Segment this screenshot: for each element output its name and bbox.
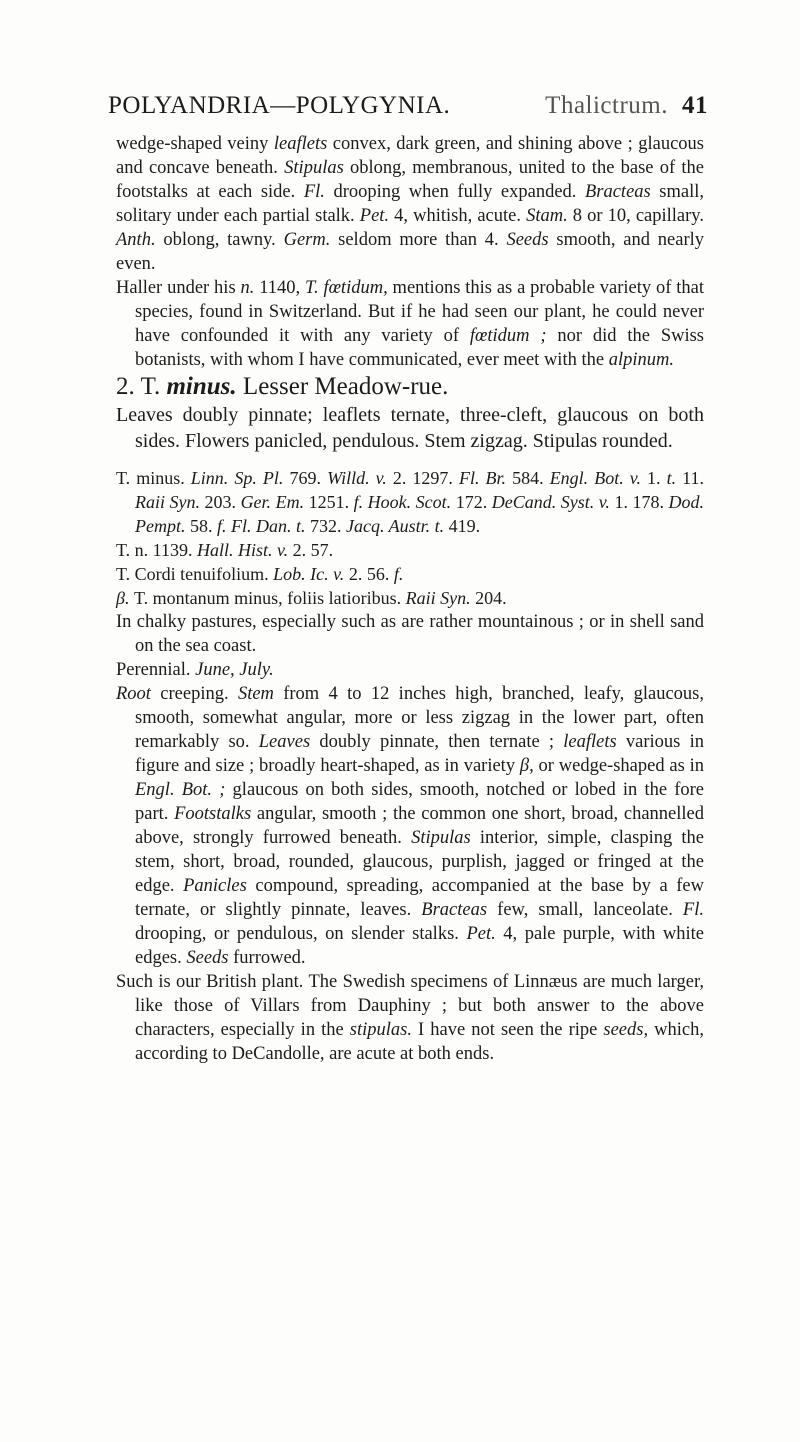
italic-term: Bracteas bbox=[421, 900, 488, 920]
text: angular, smooth ; the common one short, broad, channelled above, strongly furrowed beneath. bbox=[135, 804, 704, 848]
text: which, according to DeCandolle, are acute at both ends. bbox=[135, 1020, 704, 1064]
synonym-line bbox=[116, 562, 704, 586]
species-common-name: Lesser Meadow-rue. bbox=[242, 373, 449, 400]
synonym-line bbox=[116, 466, 704, 538]
paragraph-haller-note bbox=[116, 276, 704, 372]
text: glaucous on both sides, smooth, notched or lobed in the fore part. bbox=[135, 780, 704, 824]
italic-term: Stipulas bbox=[411, 828, 471, 848]
habitat: In chalky pastures, especially such as are rather mountainous ; or in shell sand on the sea coast. bbox=[116, 612, 704, 656]
citation: Raii Syn. bbox=[135, 492, 201, 512]
species-number: 2. bbox=[116, 373, 135, 400]
text: doubly pinnate, then ternate ; bbox=[310, 732, 564, 752]
text: various in figure and size ; broadly heart-shaped, as in variety bbox=[135, 732, 704, 776]
italic-term: Pet. bbox=[359, 206, 390, 226]
italic-term: Leaves bbox=[258, 732, 311, 752]
text: 769. bbox=[283, 468, 328, 488]
citation: Hall. Hist. v. bbox=[197, 540, 289, 560]
italic-term: stipulas. bbox=[349, 1020, 412, 1040]
text: Haller under his bbox=[116, 278, 241, 298]
italic-term: T. fœtidum, bbox=[305, 278, 388, 298]
text: 4, pale purple, with white edges. bbox=[135, 924, 704, 968]
italic-term: Pet. bbox=[466, 924, 496, 944]
italic-term: seeds, bbox=[603, 1020, 649, 1040]
citation: f. bbox=[353, 492, 364, 512]
text: nor did the Swiss botanists, with whom I have communicated, ever meet with the bbox=[135, 326, 705, 370]
citation: Linn. Sp. Pl. bbox=[190, 468, 284, 488]
italic-term: fœtidum ; bbox=[469, 326, 547, 346]
text: T. Cordi tenuifolium. bbox=[116, 564, 274, 584]
duration-flowering bbox=[116, 658, 704, 682]
italic-term: β, bbox=[519, 756, 534, 776]
italic-term: Seeds bbox=[186, 948, 229, 968]
italic-term: Fl. bbox=[682, 900, 704, 920]
species-epithet: minus. bbox=[166, 373, 237, 400]
text: 11. bbox=[676, 468, 705, 488]
text: 4, whitish, acute. bbox=[389, 206, 527, 226]
italic-term: Bracteas bbox=[584, 182, 651, 202]
text: mentions this as a probable variety of that species, found in Switzerland. But if he had seen our plant, he could never have confounded it with any variety of bbox=[135, 278, 704, 346]
text: smooth, and nearly even. bbox=[116, 230, 704, 274]
text: 172. bbox=[451, 492, 492, 512]
header-genus: Thalictrum. bbox=[545, 92, 668, 119]
text: I have not seen the ripe bbox=[412, 1020, 604, 1040]
text: 419. bbox=[444, 516, 481, 536]
page-number: 41 bbox=[682, 92, 708, 119]
species-diagnosis: Leaves doubly pinnate; leaflets ternate, three-cleft, glaucous on both sides. Flowers panicled, pendulous. Stem zigzag. Stipulas rounded. bbox=[116, 404, 704, 452]
text: seldom more than 4. bbox=[330, 230, 507, 250]
italic-term: Fl. bbox=[303, 182, 325, 202]
text: 203. bbox=[200, 492, 241, 512]
text: drooping, or pendulous, on slender stalks. bbox=[135, 924, 467, 944]
text: or wedge-shaped as in bbox=[533, 756, 705, 776]
species-heading bbox=[116, 372, 704, 402]
italic-term: alpinum. bbox=[608, 350, 674, 370]
page-body bbox=[116, 132, 704, 1066]
text: T. minus. bbox=[116, 468, 191, 488]
species-genus: T. bbox=[140, 373, 161, 400]
header-right bbox=[545, 92, 708, 120]
text: convex, dark green, and shining above ; glaucous and concave beneath. bbox=[116, 134, 704, 178]
citation: f. bbox=[216, 516, 227, 536]
synonym-line bbox=[116, 538, 704, 562]
text: few, small, lanceolate. bbox=[487, 900, 683, 920]
text: 732. bbox=[305, 516, 346, 536]
citation: Engl. Bot. v. bbox=[549, 468, 641, 488]
text: drooping when fully expanded. bbox=[324, 182, 585, 202]
paragraph-leaflets-continued bbox=[116, 132, 704, 276]
text: 1. bbox=[640, 468, 667, 488]
citation: Jacq. Austr. t. bbox=[346, 516, 445, 536]
text: wedge-shaped veiny bbox=[116, 134, 274, 154]
italic-term: Stipulas bbox=[284, 158, 344, 178]
text: 1. 178. bbox=[609, 492, 669, 512]
italic-term: Germ. bbox=[283, 230, 331, 250]
text: 204. bbox=[470, 588, 507, 608]
italic-term: Seeds bbox=[506, 230, 549, 250]
citation: Ger. Em. bbox=[240, 492, 305, 512]
citation: f. bbox=[393, 564, 404, 584]
text: Perennial. bbox=[116, 660, 196, 680]
text: 8 or 10, capillary. bbox=[567, 206, 704, 226]
text: oblong, tawny. bbox=[155, 230, 284, 250]
italic-term: leaflets bbox=[273, 134, 328, 154]
citation: Dod. Pempt. bbox=[135, 492, 705, 536]
citation: Willd. v. bbox=[327, 468, 387, 488]
italic-term: Stem bbox=[237, 684, 274, 704]
flowering-months: June, July. bbox=[195, 660, 274, 680]
text: 1140, bbox=[254, 278, 306, 298]
running-title: POLYANDRIA—POLYGYNIA. bbox=[108, 92, 451, 119]
text: furrowed. bbox=[228, 948, 306, 968]
text: T. n. 1139. bbox=[116, 540, 197, 560]
text: 2. 56. bbox=[344, 564, 394, 584]
italic-term: Root bbox=[116, 684, 151, 704]
text: 2. 1297. bbox=[386, 468, 459, 488]
italic-term: n. bbox=[240, 278, 255, 298]
variety-marker: β. bbox=[116, 588, 130, 608]
italic-term: Engl. Bot. ; bbox=[135, 780, 226, 800]
text: creeping. bbox=[150, 684, 238, 704]
text: Such is our British plant. The Swedish specimens of Linnæus are much larger, like those of Villars from Dauphiny ; but both answer to the above characters, especially in the bbox=[116, 972, 704, 1040]
citation: Raii Syn. bbox=[405, 588, 471, 608]
text: compound, spreading, accompanied at the base by a few ternate, or slightly pinnate, leaves. bbox=[135, 876, 704, 920]
citation: Fl. Br. bbox=[458, 468, 507, 488]
text: 2. 57. bbox=[288, 540, 334, 560]
text: oblong, membranous, united to the base of the footstalks at each side. bbox=[116, 158, 704, 202]
text: 58. bbox=[185, 516, 217, 536]
description bbox=[116, 682, 704, 970]
italic-term: Footstalks bbox=[174, 804, 252, 824]
italic-term: Panicles bbox=[183, 876, 247, 896]
citation: Hook. Scot. bbox=[367, 492, 452, 512]
italic-term: leaflets bbox=[563, 732, 617, 752]
remarks bbox=[116, 970, 704, 1066]
citation: Fl. Dan. t. bbox=[231, 516, 306, 536]
italic-term: Anth. bbox=[116, 230, 156, 250]
citation: Lob. Ic. v. bbox=[273, 564, 345, 584]
text: T. montanum minus, foliis latioribus. bbox=[129, 588, 406, 608]
citation: t. bbox=[666, 468, 677, 488]
running-header bbox=[108, 92, 708, 120]
text: 1251. bbox=[304, 492, 354, 512]
citation: DeCand. Syst. v. bbox=[491, 492, 610, 512]
text: from 4 to 12 inches high, branched, leafy, glaucous, smooth, somewhat angular, more or less zigzag in the lower part, often remarkably so. bbox=[135, 684, 704, 752]
text: interior, simple, clasping the stem, short, broad, rounded, glaucous, purplish, jagged or fringed at the edge. bbox=[135, 828, 704, 896]
italic-term: Stam. bbox=[526, 206, 568, 226]
text: small, solitary under each partial stalk. bbox=[116, 182, 704, 226]
synonym-line-variety bbox=[116, 586, 704, 610]
text: 584. bbox=[506, 468, 550, 488]
